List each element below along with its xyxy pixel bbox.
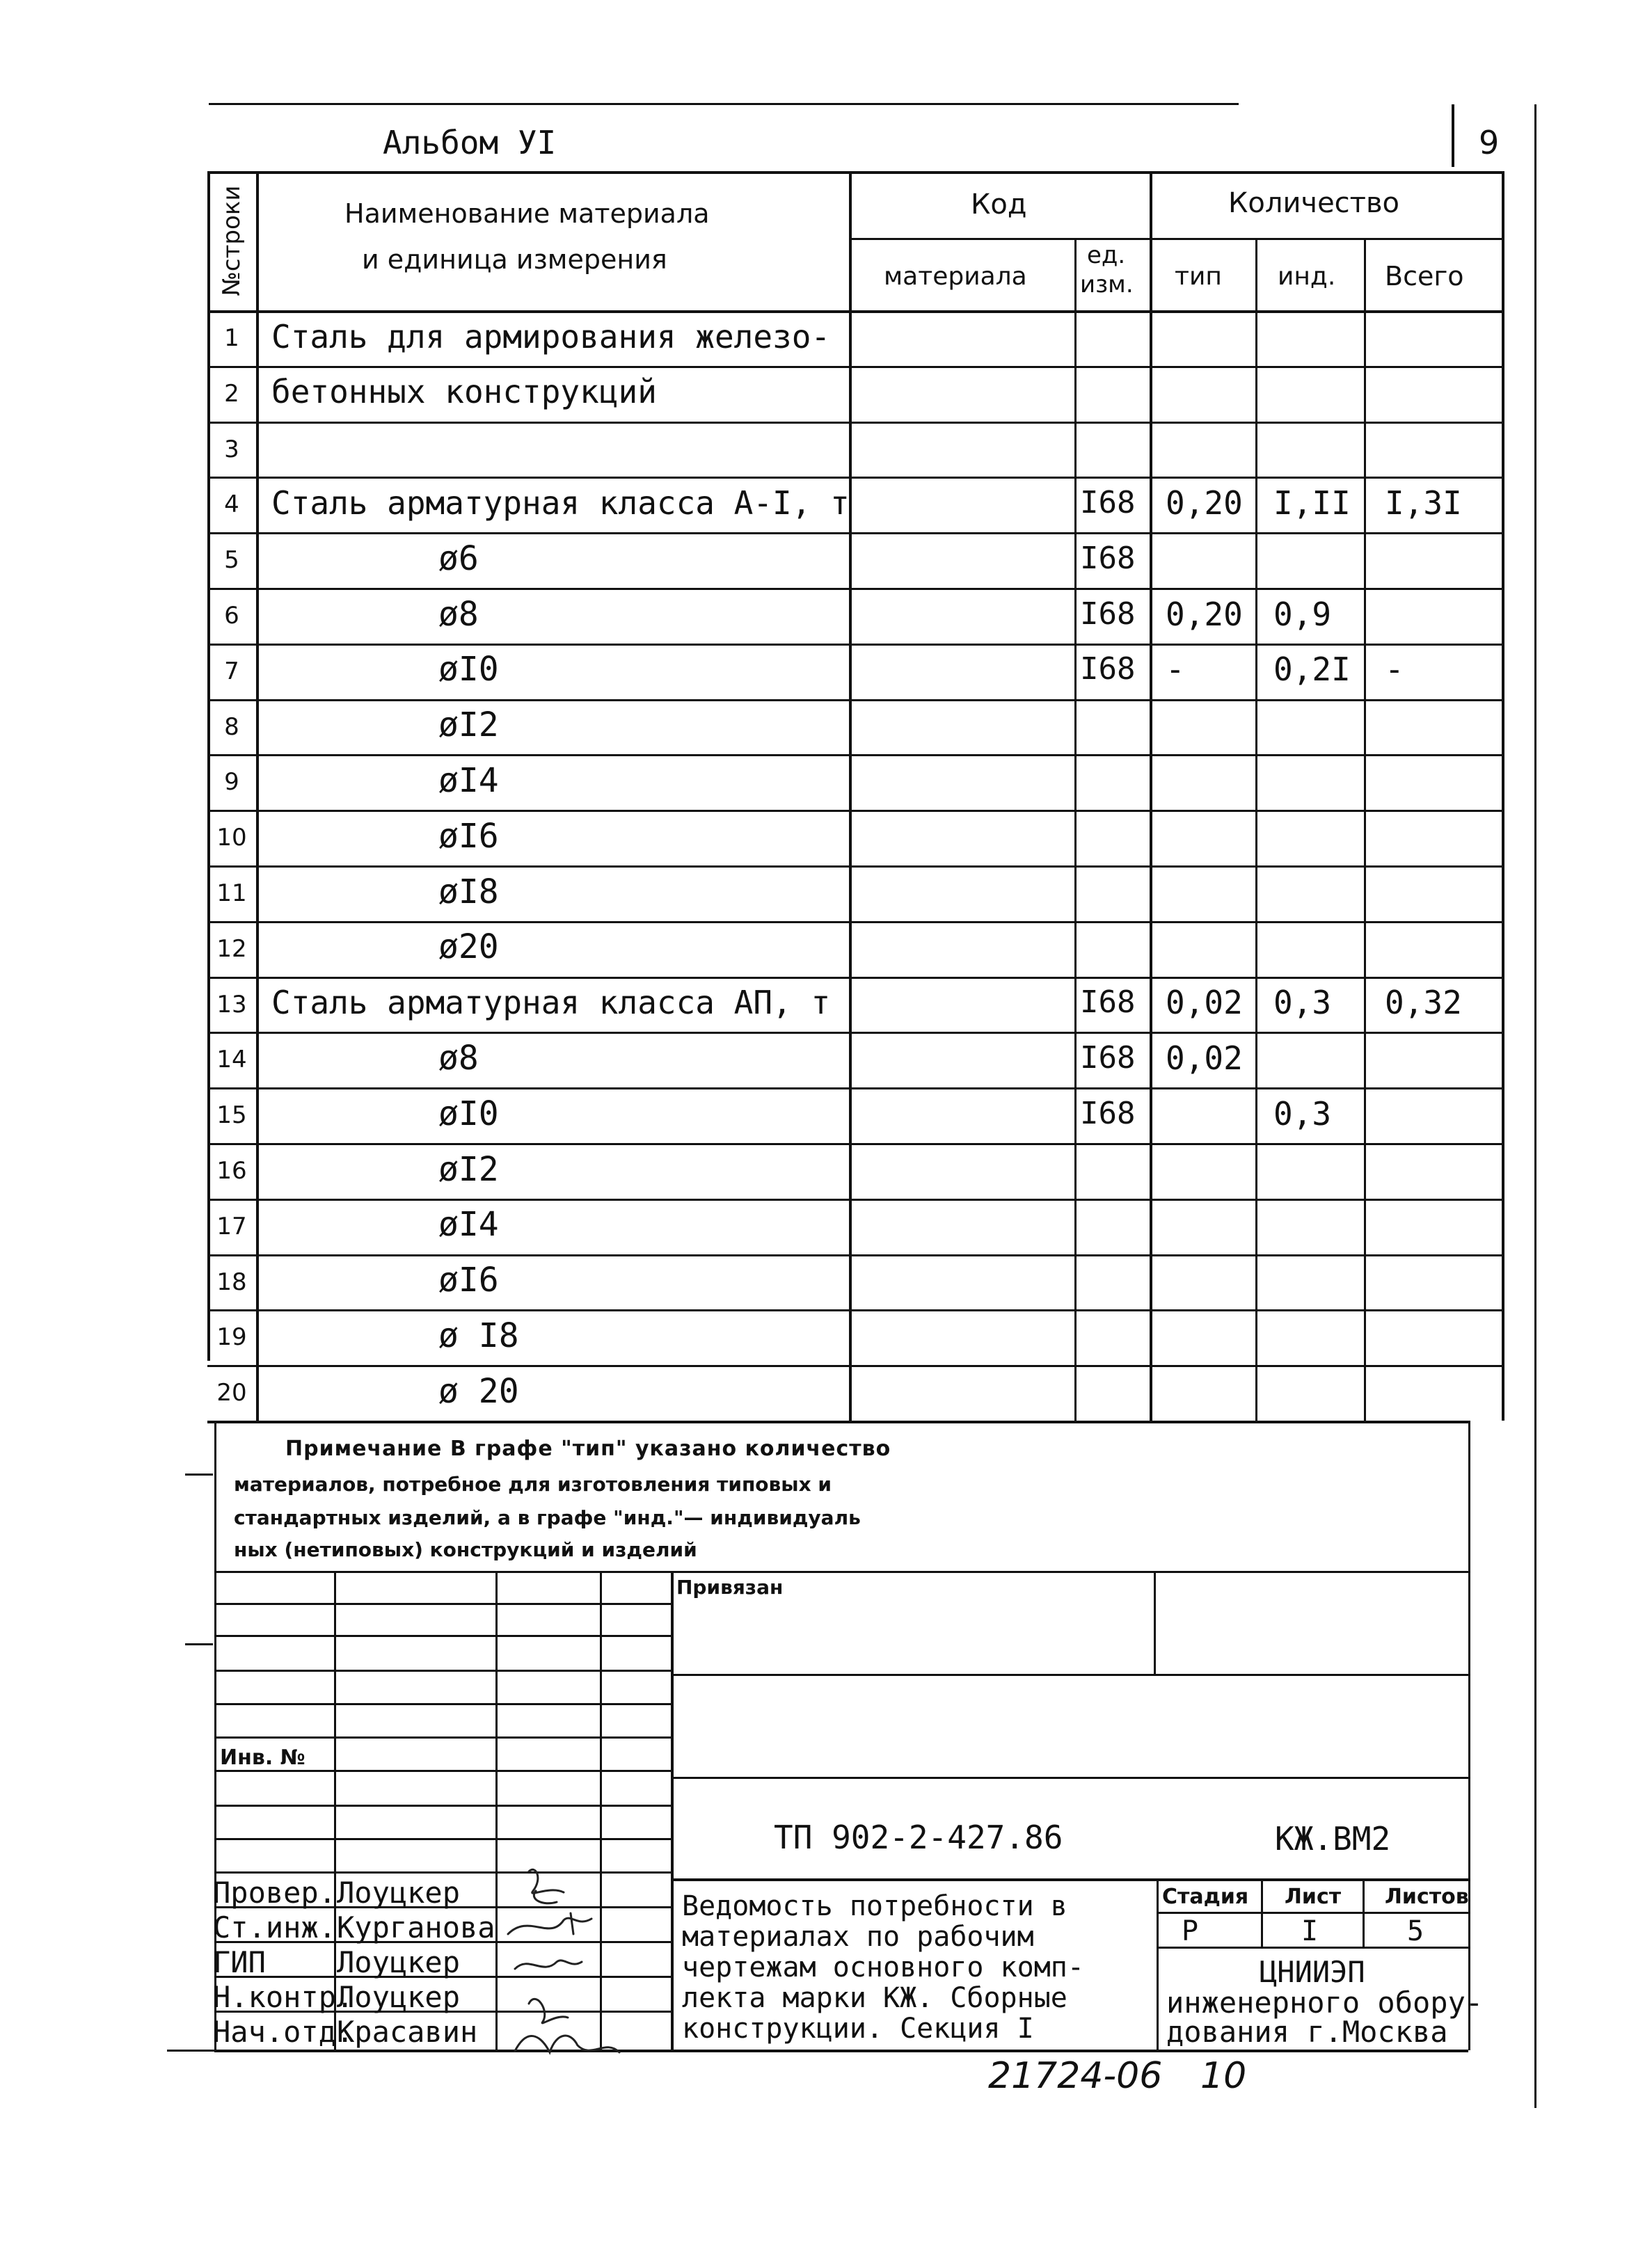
row-number: 17 [216,1213,247,1240]
album-label: Альбом УI [383,124,557,161]
col-line-rowno [256,171,259,1421]
material-name: øI8 [438,872,499,911]
row-number: 12 [216,935,247,963]
qty-type: 0,20 [1166,484,1243,522]
col-header-code-material: материала [884,262,1027,291]
row-number: 7 [224,657,239,685]
tb-row-3 [214,1670,671,1672]
stage-label: Стадия [1162,1885,1249,1909]
privyazan-divider [1154,1571,1156,1674]
row-divider [207,1254,1503,1256]
unit-code: I68 [1080,596,1136,632]
row-number: 10 [216,824,247,852]
signer-name-3: Лоуцкер [337,1945,461,1979]
tb-row-4 [214,1703,671,1705]
signer-name-5: Красавин [337,2015,478,2049]
unit-code: I68 [1080,1040,1136,1076]
row-number: 13 [216,991,247,1019]
row-number: 9 [224,768,239,796]
org-line-1: ЦНИИЭП [1260,1955,1365,1989]
title-line-4: лекта марки КЖ. Сборные [682,1982,1067,2014]
row-number: 15 [216,1101,247,1129]
material-name: øI6 [438,1261,499,1300]
note-line-1: Примечание В графе "тип" указано количество [285,1437,891,1461]
material-name: бетонных конструкций [271,373,657,410]
qty-type: - [1166,650,1185,688]
qty-individual: 0,3 [1273,1095,1332,1133]
row-divider [207,1199,1503,1201]
header-top-rule [209,103,1239,105]
row-divider [207,366,1503,368]
margin-tick-2 [185,1643,213,1645]
qty-individual: 0,2I [1273,650,1351,688]
qty-type: 0,02 [1166,984,1243,1021]
row-divider [207,1365,1503,1367]
signer-role-5: Нач.отд. [213,2015,354,2049]
signer-name-2: Курганова [337,1910,495,1944]
row-number: 4 [224,490,239,518]
note-right-edge [1468,1421,1470,2050]
title-line-3: чертежам основного комп- [682,1951,1084,1983]
material-name: øI2 [438,705,499,744]
material-name: øI0 [438,650,499,689]
col-header-ind: инд. [1278,262,1336,291]
col-header-total: Всего [1385,261,1464,292]
col-header-type: тип [1175,262,1222,291]
tb-col-line-1 [334,1571,336,2050]
qty-individual: 0,3 [1273,984,1332,1021]
material-name: øI0 [438,1094,499,1133]
signer-role-2: Ст.инж. [213,1910,337,1944]
header-bottom-line [207,310,1503,313]
material-name: øI4 [438,761,499,800]
row-number: 6 [224,602,239,630]
stage-box-mid [1157,1912,1468,1914]
row-number: 8 [224,713,239,741]
title-line-2: материалах по рабочим [682,1921,1034,1953]
material-name: ø8 [438,1039,479,1078]
unit-code: I68 [1080,651,1136,687]
project-code: ТП 902-2-427.86 [774,1819,1063,1856]
inv-no-label: Инв. № [220,1746,305,1770]
org-line-2: инженерного обору- [1166,1986,1484,2020]
material-name: ø20 [438,927,499,966]
col-line-total [1502,171,1504,1421]
col-line-name [849,171,852,1421]
margin-tick-1 [185,1474,213,1476]
row-divider [207,754,1503,756]
qty-individual: 0,9 [1273,596,1332,633]
row-divider [207,532,1503,534]
row-divider [207,977,1503,979]
row-divider [207,1032,1503,1034]
row-number: 2 [224,380,239,408]
tb-right-line-2 [671,1777,1468,1779]
tb-row-5 [214,1736,671,1739]
qty-total: I,3I [1385,484,1462,522]
row-number: 5 [224,546,239,574]
row-divider [207,477,1503,479]
row-number: 11 [216,879,247,907]
stage-box-left [1157,1878,1159,2050]
col-line-ind [1364,238,1366,1421]
row-number: 3 [224,436,239,463]
note-line-4: ных (нетиповых) конструкций и изделий [234,1538,697,1561]
signer-name-1: Лоуцкер [337,1876,461,1910]
col-header-name-2: и единица измерения [362,244,667,275]
page-number: 9 [1479,124,1500,161]
row-number: 19 [216,1323,247,1351]
signer-role-4: Н.контр. [213,1980,354,2014]
col-line-tip [1255,238,1257,1421]
tb-row-1 [214,1603,671,1605]
col-header-code: Код [971,189,1027,221]
qty-total: 0,32 [1385,984,1462,1021]
material-name: ø 20 [438,1372,519,1411]
qty-individual: I,II [1273,484,1351,522]
col-header-quantity: Количество [1228,187,1400,219]
row-divider [207,1309,1503,1311]
tb-right-line-3 [671,1878,1468,1881]
tb-bottom-line [214,2050,1468,2052]
sheet-value: I [1301,1915,1319,1947]
row-divider [207,699,1503,701]
header-sub-line [850,238,1503,240]
signer-role-3: ГИП [213,1945,266,1979]
row-divider [207,1143,1503,1145]
drawing-mark: КЖ.ВМ2 [1275,1820,1391,1858]
header-page-divider [1452,104,1454,167]
row-number: 1 [224,324,239,352]
table-top-line [207,171,1503,174]
note-bottom-line [214,1571,1468,1573]
tb-col-line-4 [671,1571,674,2050]
tb-row-2 [214,1635,671,1637]
unit-code: I68 [1080,541,1136,576]
material-name: øI4 [438,1205,499,1244]
sheets-label: Листов [1385,1885,1469,1909]
unit-code: I68 [1080,485,1136,520]
material-name: øI2 [438,1150,499,1189]
title-line-5: конструкции. Секция I [682,2013,1034,2045]
col-line-unit [1150,171,1152,1421]
frame-right-edge [1534,104,1536,2108]
col-header-row-no: №строки [218,185,246,296]
unit-code: I68 [1080,1096,1136,1131]
row-divider [207,865,1503,868]
row-divider [207,810,1503,812]
material-name: ø6 [438,539,479,578]
row-divider [207,644,1503,646]
stage-col-line-2 [1363,1878,1365,1947]
privyazan-label: Привязан [676,1576,784,1599]
tb-right-line-1 [671,1674,1468,1676]
material-name: ø I8 [438,1316,519,1355]
qty-type: 0,20 [1166,596,1243,633]
tb-row-6 [214,1770,671,1772]
sheet-label: Лист [1285,1885,1342,1909]
unit-code: I68 [1080,984,1136,1020]
col-header-unit-1: ед. [1087,241,1126,269]
signer-role-1: Провер. [213,1876,337,1910]
material-name: Сталь арматурная класса А-I, т [271,484,850,522]
sheets-value: 5 [1407,1915,1424,1947]
sheet-counter: 10 [1200,2055,1247,2097]
material-name: ø8 [438,595,479,634]
col-header-unit-2: изм. [1080,271,1134,298]
signatures-handwritten [487,1864,626,2059]
org-line-3: дования г.Москва [1166,2015,1448,2049]
material-name: Сталь арматурная класса АП, т [271,984,831,1021]
row-divider [207,921,1503,923]
stage-value: Р [1182,1915,1199,1947]
tb-row-7 [214,1805,671,1807]
note-line-3: стандартных изделий, а в графе "инд."— индивидуаль [234,1506,861,1529]
col-header-name-1: Наименование материала [344,198,710,229]
col-line-code [1074,238,1077,1421]
row-divider [207,1087,1503,1089]
row-number: 20 [216,1379,247,1407]
row-divider [207,588,1503,590]
row-number: 14 [216,1046,247,1073]
stage-col-line-1 [1261,1878,1263,1947]
qty-type: 0,02 [1166,1039,1243,1077]
material-name: Сталь для армирования железо- [271,318,831,356]
row-number: 18 [216,1268,247,1296]
material-name: øI6 [438,817,499,856]
tb-row-8 [214,1838,671,1840]
table-bottom-line [207,1421,1468,1423]
title-line-1: Ведомость потребности в [682,1890,1067,1922]
signer-name-4: Лоуцкер [337,1980,461,2014]
row-divider [207,422,1503,424]
row-number: 16 [216,1157,247,1185]
note-line-2: материалов, потребное для изготовления типовых и [234,1473,832,1496]
archive-number: 21724-06 [988,2055,1163,2097]
qty-total: - [1385,650,1404,688]
margin-tick-3 [167,2050,214,2052]
